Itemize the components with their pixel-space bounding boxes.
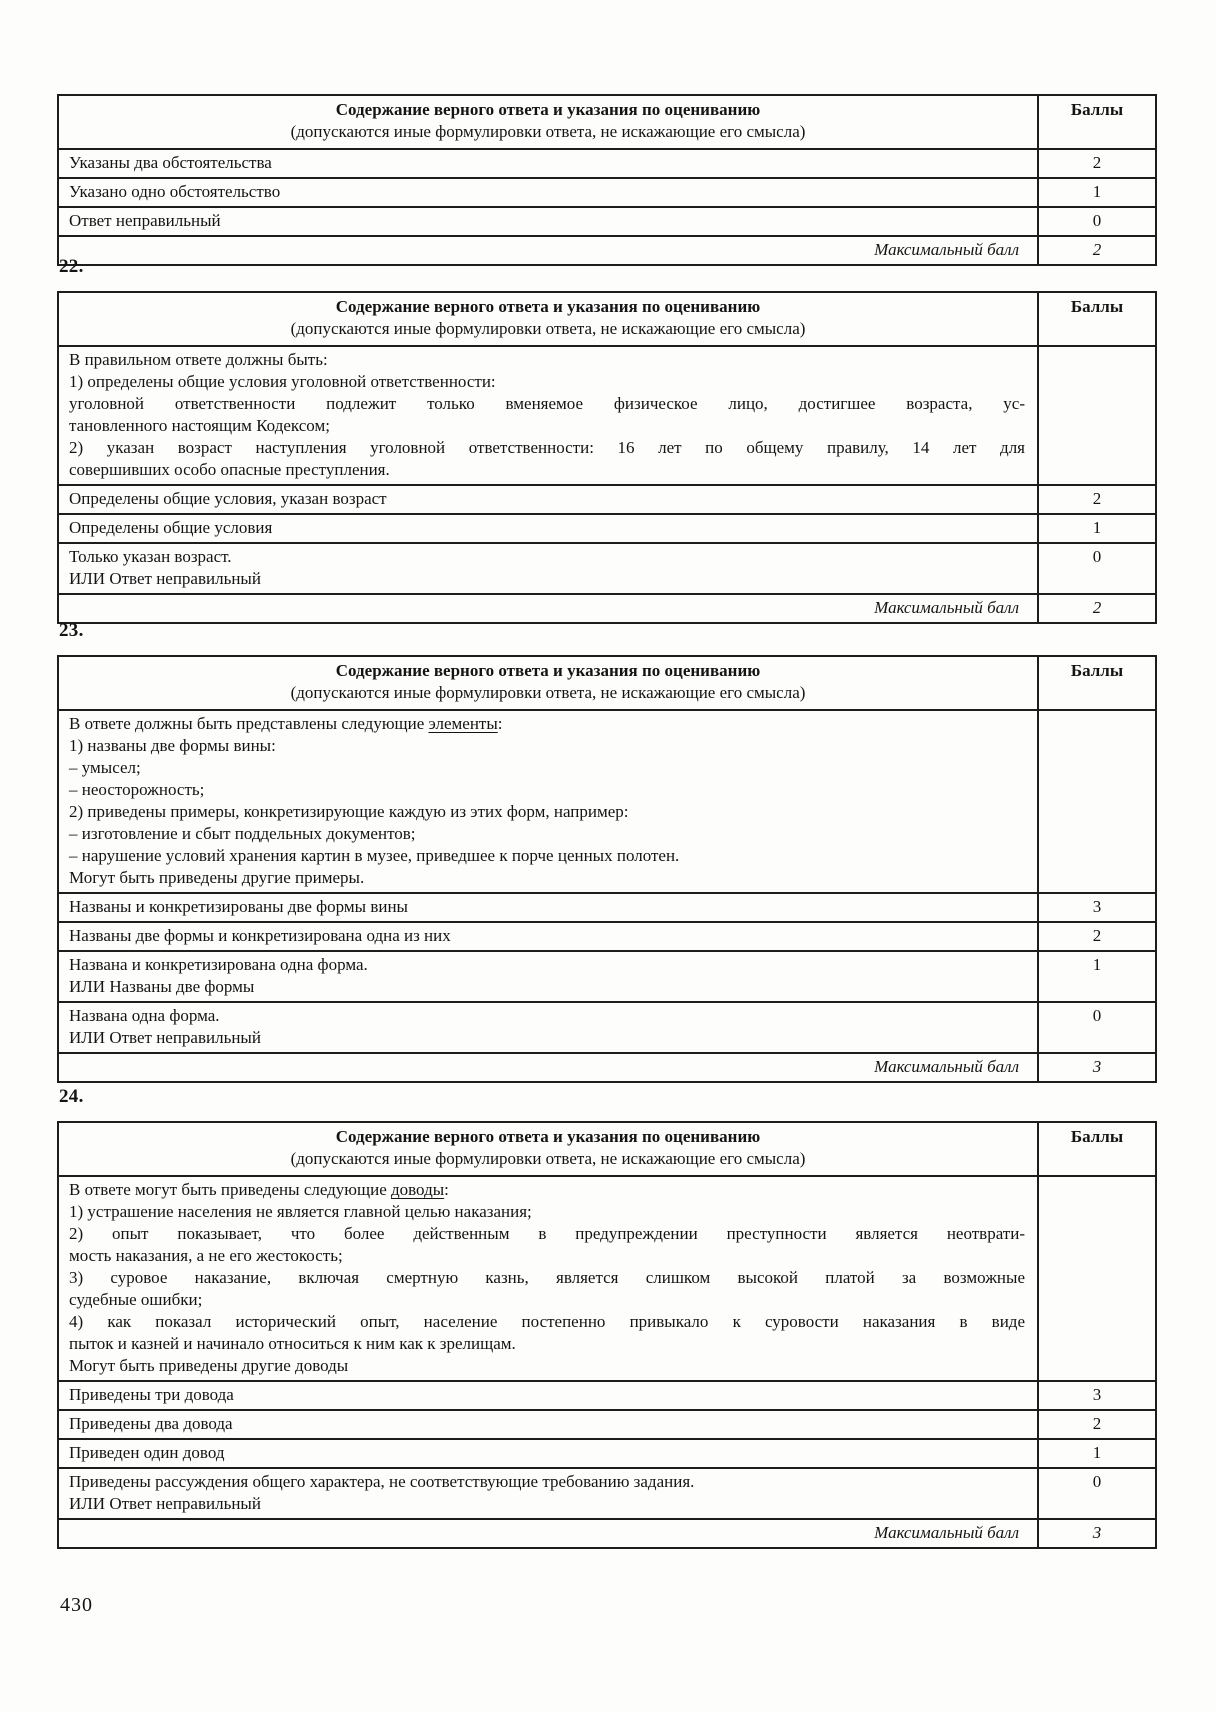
- criteria-header-cell: [58, 656, 1038, 710]
- answer-content-row: [58, 1176, 1156, 1381]
- table-header-row: [58, 292, 1156, 346]
- points-header-cell: Баллы: [1038, 1122, 1156, 1176]
- score-value: 1: [1038, 178, 1156, 207]
- criteria-header-title: Содержание верного ответа и указания по оцениванию: [335, 1127, 761, 1146]
- criteria-row: [58, 1410, 1156, 1439]
- criteria-header-subtitle: (допускаются иные формулировки ответа, не искажающие его смысла): [290, 122, 806, 141]
- text-line: Названа и конкретизирована одна форма.: [69, 955, 368, 974]
- points-header-cell: Баллы: [1038, 95, 1156, 149]
- score-value: 0: [1038, 1468, 1156, 1519]
- section-number-22: 22.: [59, 256, 84, 277]
- criteria-row: [58, 514, 1156, 543]
- criteria-text: [58, 922, 1038, 951]
- text-line: – неосторожность;: [69, 780, 205, 799]
- text-line: Приведены три довода: [69, 1385, 234, 1404]
- text-line: Названы две формы и конкретизирована одна из них: [69, 926, 451, 945]
- text-line: 1) устрашение населения не является главной целью наказания;: [69, 1202, 532, 1221]
- answer-content-row: [58, 710, 1156, 893]
- scoring-table: [57, 94, 1157, 266]
- criteria-text: [58, 1468, 1038, 1519]
- text-line: ИЛИ Ответ неправильный: [69, 569, 261, 588]
- score-value: 3: [1038, 1381, 1156, 1410]
- criteria-text: [58, 1410, 1038, 1439]
- criteria-header-subtitle: (допускаются иные формулировки ответа, не искажающие его смысла): [290, 1149, 806, 1168]
- text-line: – умысел;: [69, 758, 141, 777]
- answer-content-text: [58, 1176, 1038, 1381]
- criteria-text: [58, 951, 1038, 1002]
- text-line: В ответе могут быть приведены следующие доводы:: [69, 1180, 449, 1199]
- score-value-empty: [1038, 346, 1156, 485]
- criteria-text: [58, 1002, 1038, 1053]
- text-line: 2) указан возраст наступления уголовной ответственности: 16 лет по общему правилу, 14 лет для: [69, 438, 1025, 457]
- criteria-text: [58, 1381, 1038, 1410]
- criteria-text: [58, 485, 1038, 514]
- criteria-row: [58, 1381, 1156, 1410]
- text-line: Названы и конкретизированы две формы вины: [69, 897, 408, 916]
- max-score-value: 3: [1038, 1053, 1156, 1082]
- criteria-text: [58, 543, 1038, 594]
- text-line: Только указан возраст.: [69, 547, 232, 566]
- scoring-table: [57, 1121, 1157, 1549]
- scoring-block-22: [57, 256, 1157, 624]
- answer-content-text: [58, 710, 1038, 893]
- points-header-cell: Баллы: [1038, 656, 1156, 710]
- text-line: Приведены два довода: [69, 1414, 233, 1433]
- text-line: 2) опыт показывает, что более действенным в предупреждении преступности является неотврати-: [69, 1224, 1025, 1243]
- text-line: 1) названы две формы вины:: [69, 736, 276, 755]
- score-value-empty: [1038, 710, 1156, 893]
- criteria-row: [58, 1468, 1156, 1519]
- criteria-header-title: Содержание верного ответа и указания по оцениванию: [335, 297, 761, 316]
- score-value: 0: [1038, 543, 1156, 594]
- max-score-row: [58, 1053, 1156, 1082]
- max-score-label: Максимальный балл: [58, 1519, 1038, 1548]
- text-line: совершивших особо опасные преступления.: [69, 460, 390, 479]
- criteria-row: [58, 207, 1156, 236]
- score-value: 2: [1038, 485, 1156, 514]
- max-score-label: Максимальный балл: [58, 594, 1038, 623]
- answer-content-text: [58, 346, 1038, 485]
- max-score-label: Максимальный балл: [58, 236, 1038, 265]
- criteria-row: [58, 1002, 1156, 1053]
- text-line: 4) как показал исторический опыт, население постепенно привыкало к суровости наказания в виде: [69, 1312, 1025, 1331]
- text-line: В правильном ответе должны быть:: [69, 350, 328, 369]
- criteria-header-title: Содержание верного ответа и указания по оцениванию: [335, 661, 761, 680]
- section-number-24: 24.: [59, 1086, 84, 1107]
- text-line: мость наказания, а не его жестокость;: [69, 1246, 343, 1265]
- scoring-table: [57, 655, 1157, 1083]
- max-score-row: [58, 1519, 1156, 1548]
- text-line: Могут быть приведены другие примеры.: [69, 868, 365, 887]
- criteria-row: [58, 893, 1156, 922]
- text-line: ИЛИ Названы две формы: [69, 977, 255, 996]
- max-score-row: [58, 594, 1156, 623]
- text-line: ИЛИ Ответ неправильный: [69, 1028, 261, 1047]
- criteria-header-cell: [58, 292, 1038, 346]
- criteria-row: [58, 485, 1156, 514]
- table-header-row: [58, 656, 1156, 710]
- page-number: 430: [60, 1594, 93, 1616]
- criteria-text: [58, 178, 1038, 207]
- score-value: 1: [1038, 1439, 1156, 1468]
- text-line: Ответ неправильный: [69, 211, 221, 230]
- score-value: 0: [1038, 207, 1156, 236]
- text-line: Приведен один довод: [69, 1443, 225, 1462]
- criteria-header-title: Содержание верного ответа и указания по оцениванию: [335, 100, 761, 119]
- criteria-row: [58, 951, 1156, 1002]
- criteria-text: [58, 207, 1038, 236]
- max-score-value: 3: [1038, 1519, 1156, 1548]
- text-line: Указано одно обстоятельство: [69, 182, 281, 201]
- criteria-row: [58, 1439, 1156, 1468]
- text-line: Указаны два обстоятельства: [69, 153, 272, 172]
- scoring-table: [57, 291, 1157, 624]
- text-line: – изготовление и сбыт поддельных документов;: [69, 824, 416, 843]
- points-header-cell: Баллы: [1038, 292, 1156, 346]
- criteria-text: [58, 1439, 1038, 1468]
- answer-content-row: [58, 346, 1156, 485]
- score-value-empty: [1038, 1176, 1156, 1381]
- criteria-row: [58, 543, 1156, 594]
- score-value: 2: [1038, 922, 1156, 951]
- criteria-row: [58, 178, 1156, 207]
- score-value: 3: [1038, 893, 1156, 922]
- text-line: уголовной ответственности подлежит только вменяемое физическое лицо, достигшее возраста, ус-: [69, 394, 1025, 413]
- criteria-row: [58, 149, 1156, 178]
- text-line: 2) приведены примеры, конкретизирующие каждую из этих форм, например:: [69, 802, 629, 821]
- score-value: 2: [1038, 149, 1156, 178]
- max-score-value: 2: [1038, 236, 1156, 265]
- table-header-row: [58, 1122, 1156, 1176]
- criteria-header-cell: [58, 1122, 1038, 1176]
- criteria-text: [58, 893, 1038, 922]
- score-value: 1: [1038, 951, 1156, 1002]
- criteria-row: [58, 922, 1156, 951]
- text-line: В ответе должны быть представлены следующие элементы:: [69, 714, 503, 733]
- scoring-block-24: [57, 1086, 1157, 1549]
- scoring-block-21: [57, 94, 1157, 266]
- text-line: 1) определены общие условия уголовной ответственности:: [69, 372, 496, 391]
- score-value: 0: [1038, 1002, 1156, 1053]
- max-score-label: Максимальный балл: [58, 1053, 1038, 1082]
- text-line: ИЛИ Ответ неправильный: [69, 1494, 261, 1513]
- criteria-header-cell: [58, 95, 1038, 149]
- text-line: Определены общие условия, указан возраст: [69, 489, 387, 508]
- text-line: Приведены рассуждения общего характера, не соответствующие требованию задания.: [69, 1472, 695, 1491]
- score-value: 2: [1038, 1410, 1156, 1439]
- scoring-block-23: [57, 620, 1157, 1083]
- text-line: – нарушение условий хранения картин в музее, приведшее к порче ценных полотен.: [69, 846, 680, 865]
- text-line: судебные ошибки;: [69, 1290, 203, 1309]
- section-number-23: 23.: [59, 620, 84, 641]
- table-header-row: [58, 95, 1156, 149]
- criteria-header-subtitle: (допускаются иные формулировки ответа, не искажающие его смысла): [290, 319, 806, 338]
- max-score-value: 2: [1038, 594, 1156, 623]
- criteria-text: [58, 514, 1038, 543]
- criteria-header-subtitle: (допускаются иные формулировки ответа, не искажающие его смысла): [290, 683, 806, 702]
- text-line: 3) суровое наказание, включая смертную казнь, является слишком высокой платой за возможные: [69, 1268, 1025, 1287]
- text-line: Определены общие условия: [69, 518, 273, 537]
- text-line: тановленного настоящим Кодексом;: [69, 416, 330, 435]
- text-line: пыток и казней и начинало относиться к ним как к зрелищам.: [69, 1334, 516, 1353]
- text-line: Названа одна форма.: [69, 1006, 220, 1025]
- score-value: 1: [1038, 514, 1156, 543]
- text-line: Могут быть приведены другие доводы: [69, 1356, 349, 1375]
- criteria-text: [58, 149, 1038, 178]
